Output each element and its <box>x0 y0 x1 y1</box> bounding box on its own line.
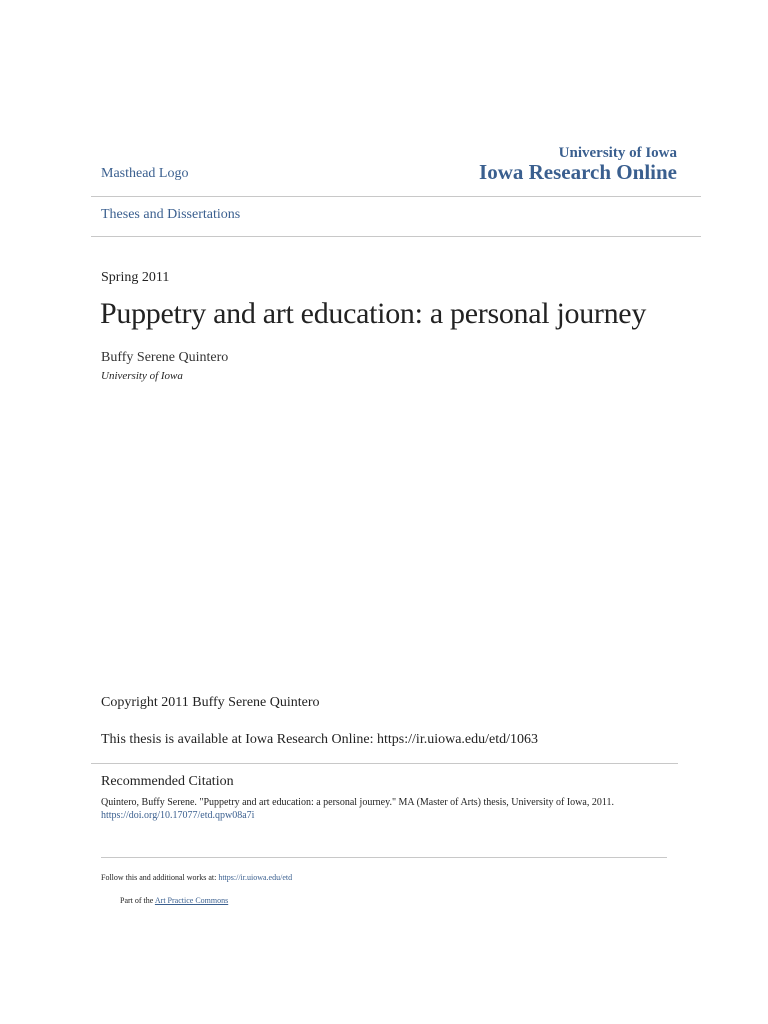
availability-statement: This thesis is available at Iowa Research Online: https://ir.uiowa.edu/etd/1063 <box>101 732 539 747</box>
collection-divider <box>91 236 701 237</box>
doi-link[interactable]: https://doi.org/10.17077/etd.qpw08a7i <box>101 810 255 821</box>
follow-prefix: Follow this and additional works at: <box>101 873 219 882</box>
footer-divider <box>101 857 667 858</box>
follow-line <box>101 873 292 882</box>
part-of-line <box>120 896 228 905</box>
collection-link[interactable]: Theses and Dissertations <box>101 207 241 222</box>
header-divider <box>91 196 701 197</box>
author-name: Buffy Serene Quintero <box>101 350 229 365</box>
citation-text: Quintero, Buffy Serene. "Puppetry and art education: a personal journey." MA (Master of Arts) thesis, University of Iowa, 2011. <box>101 797 614 808</box>
publication-date: Spring 2011 <box>101 270 170 285</box>
repository-name-link[interactable]: Iowa Research Online <box>479 160 677 184</box>
part-of-prefix: Part of the <box>120 896 155 905</box>
author-affiliation: University of Iowa <box>101 370 183 382</box>
citation-divider <box>91 763 678 764</box>
document-title: Puppetry and art education: a personal journey <box>100 297 647 330</box>
copyright-statement: Copyright 2011 Buffy Serene Quintero <box>101 695 320 710</box>
masthead-logo-link[interactable]: Masthead Logo <box>101 166 189 181</box>
art-practice-commons-link[interactable]: Art Practice Commons <box>154 896 229 905</box>
university-name-link[interactable]: University of Iowa <box>558 145 677 161</box>
citation-heading: Recommended Citation <box>101 774 234 789</box>
etd-collection-link[interactable]: https://ir.uiowa.edu/etd <box>218 873 293 882</box>
